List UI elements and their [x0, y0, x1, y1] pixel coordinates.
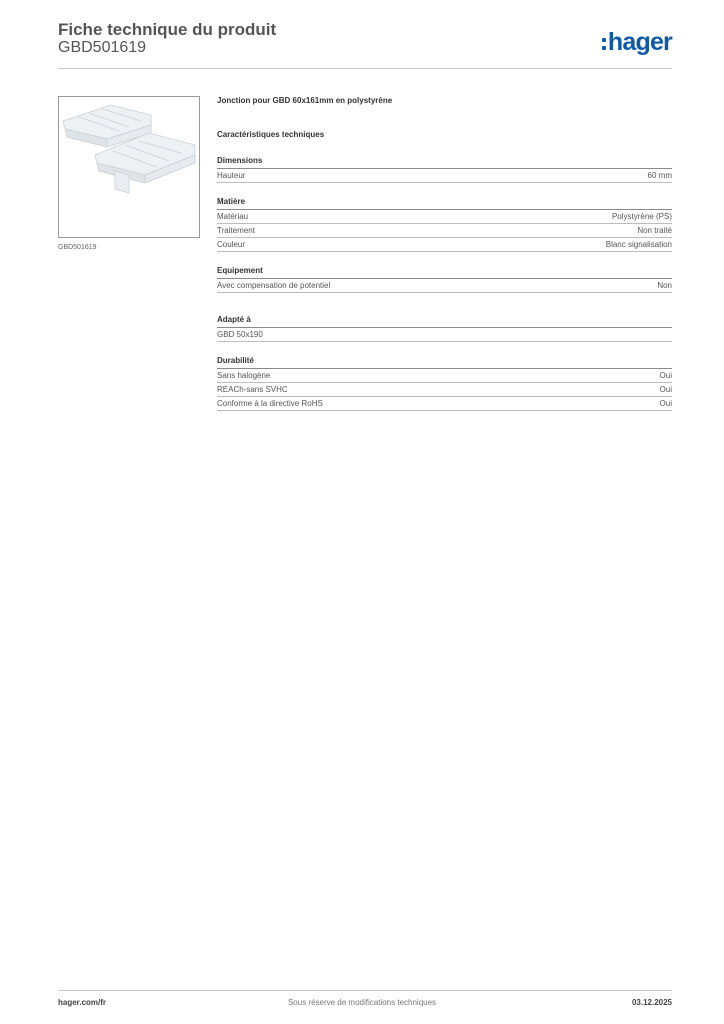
page-title: Fiche technique du produit — [58, 20, 277, 39]
footer-date: 03.12.2025 — [631, 998, 672, 1007]
logo-text: hager — [607, 27, 672, 56]
section-equipement — [217, 266, 672, 293]
spec-row — [217, 383, 672, 397]
spec-label: Matériau — [217, 212, 249, 221]
image-caption: GBD501619 — [58, 244, 97, 251]
spec-row — [217, 369, 672, 383]
product-reference: GBD501619 — [58, 39, 147, 56]
spec-value: Non traité — [637, 226, 672, 235]
section-durabilite — [217, 356, 672, 411]
spec-row — [217, 210, 672, 224]
spec-value: Oui — [659, 399, 672, 408]
spec-value: 60 mm — [647, 171, 672, 180]
hager-logo — [602, 28, 672, 56]
section-title: Adapté à — [217, 315, 672, 328]
spec-label: Conforme à la directive RoHS — [217, 399, 323, 408]
section-matiere — [217, 197, 672, 252]
footer-divider — [58, 990, 672, 991]
section-title: Matière — [217, 197, 672, 210]
product-junction-icon — [59, 97, 199, 237]
section-dimensions — [217, 156, 672, 183]
spec-row — [217, 224, 672, 238]
product-description: Jonction pour GBD 60x161mm en polystyrène — [217, 96, 393, 105]
spec-row — [217, 169, 672, 183]
spec-label: Avec compensation de potentiel — [217, 281, 331, 290]
spec-row — [217, 238, 672, 252]
specifications — [217, 96, 672, 411]
spec-row — [217, 279, 672, 293]
spec-label: Couleur — [217, 240, 246, 249]
characteristics-title: Caractéristiques techniques — [217, 130, 325, 139]
spec-label: Traitement — [217, 226, 255, 235]
spec-label: GBD 50x190 — [217, 330, 263, 339]
section-title: Dimensions — [217, 156, 672, 169]
spec-label: Sans halogène — [217, 371, 271, 380]
footer-disclaimer: Sous réserve de modifications techniques — [287, 998, 437, 1007]
section-title: Durabilité — [217, 356, 672, 369]
spec-label: REACh-sans SVHC — [217, 385, 288, 394]
header-divider — [58, 68, 672, 69]
logo-colon-icon — [602, 38, 606, 50]
section-adapte — [217, 315, 672, 342]
section-title: Equipement — [217, 266, 672, 279]
spec-value: Oui — [659, 371, 672, 380]
spec-row — [217, 328, 672, 342]
footer-website-link[interactable]: hager.com/fr — [58, 998, 107, 1007]
spec-value: Oui — [659, 385, 672, 394]
spec-row — [217, 397, 672, 411]
spec-value: Non — [657, 281, 672, 290]
spec-value: Blanc signalisation — [605, 240, 672, 249]
spec-label: Hauteur — [217, 171, 246, 180]
product-image — [58, 96, 200, 238]
spec-value: Polystyrène (PS) — [611, 212, 672, 221]
